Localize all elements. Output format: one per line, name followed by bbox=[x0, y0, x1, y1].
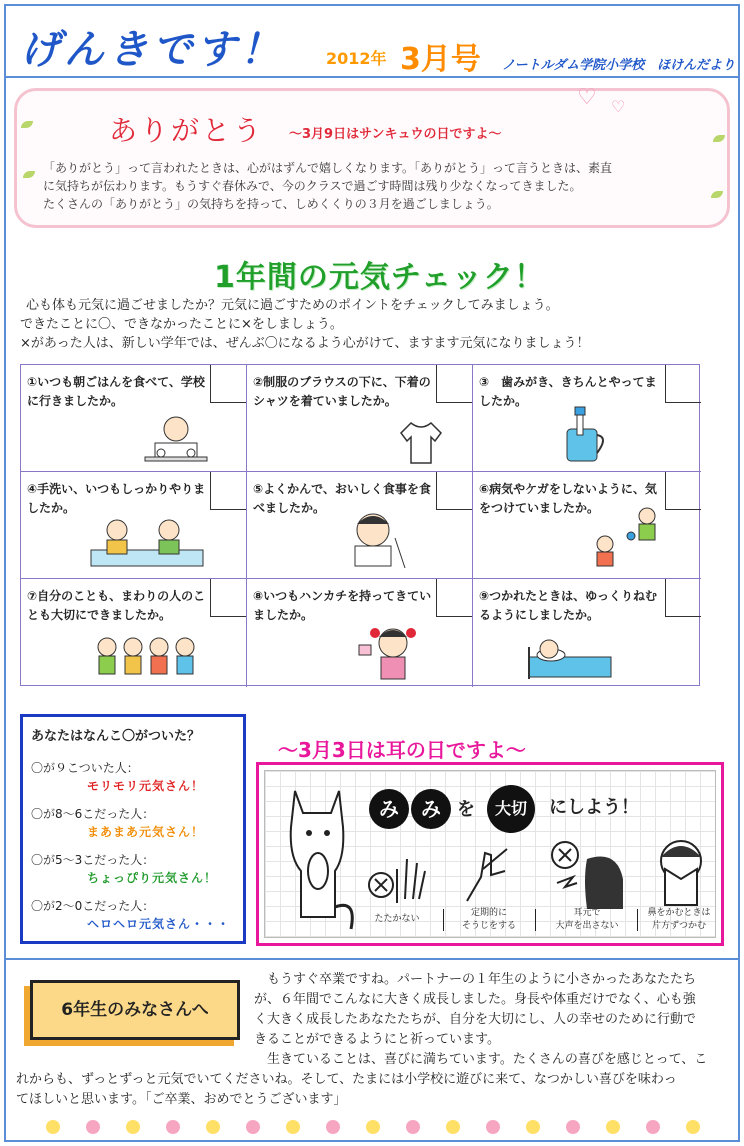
flower-icon bbox=[286, 1120, 300, 1134]
heart-icon: ♡ bbox=[577, 85, 597, 110]
count-result: ヘロヘロ元気さん・・・ bbox=[87, 917, 231, 931]
thanks-line: たくさんの「ありがとう」の気持ちを持って、しめくくりの３月を過ごしましょう。 bbox=[43, 197, 499, 211]
grad-label: 6年生のみなさんへ bbox=[30, 980, 240, 1040]
count-label: 〇が９こついた人： bbox=[31, 761, 139, 775]
flower-icon bbox=[646, 1120, 660, 1134]
flower-icon bbox=[686, 1120, 700, 1134]
count-title: あなたはなんこ〇がついた？ bbox=[31, 729, 201, 744]
checklist-item-text: ⑦自分のことも、まわりの人のことも大切にできましたか。 bbox=[27, 589, 206, 622]
flower-icon bbox=[126, 1120, 140, 1134]
intro-line: 心も体も元気に過ごせましたか？元気に過ごすためのポイントをチェックしてみましょう。 bbox=[26, 298, 559, 313]
checklist-item bbox=[473, 365, 701, 472]
count-box bbox=[20, 714, 246, 944]
checklist-item-text: ①いつも朝ごはんを食べて、学校に行きましたか。 bbox=[27, 375, 205, 408]
taisetsu-text: 大切 bbox=[487, 785, 535, 833]
checklist-grid bbox=[20, 364, 700, 686]
section-divider bbox=[6, 958, 738, 960]
grad-line: もうすぐ卒業ですね。パートナーの１年生のように小さかったあなたたち bbox=[254, 972, 697, 987]
checklist-checkbox[interactable] bbox=[210, 472, 246, 510]
mimi-char: み bbox=[411, 789, 451, 829]
flower-icon bbox=[206, 1120, 220, 1134]
ear-day-panel bbox=[256, 762, 724, 946]
checklist-checkbox[interactable] bbox=[436, 365, 472, 403]
count-result: モリモリ元気さん！ bbox=[87, 779, 205, 793]
ear-caption: たたかない bbox=[374, 914, 420, 924]
leaf-icon bbox=[21, 121, 33, 128]
intro-line: できたことに〇、できなかったことに×をしましょう。 bbox=[20, 317, 343, 332]
caption-divider bbox=[443, 909, 444, 931]
flower-icon bbox=[606, 1120, 620, 1134]
thanks-body bbox=[43, 159, 723, 213]
checklist-item-text: ②制服のブラウスの下に、下着のシャツを着ていましたか。 bbox=[253, 375, 431, 408]
intro-line: ×があった人は、新しい学年では、ぜんぶ〇になるよう心がけて、ますます元気になりましょう！ bbox=[20, 336, 590, 351]
grad-body bbox=[16, 970, 736, 1110]
thanks-line: に気持ちが伝わります。もうすぐ春休みで、今のクラスで過ごす時間は残り少なくなってきました。 bbox=[43, 179, 582, 193]
playing-icon bbox=[593, 506, 673, 572]
checklist-item bbox=[473, 472, 701, 579]
flower-icon bbox=[326, 1120, 340, 1134]
flower-icon bbox=[86, 1120, 100, 1134]
issue-year: 2012年 bbox=[326, 49, 387, 68]
thanks-section bbox=[14, 85, 730, 228]
leaf-icon bbox=[713, 135, 725, 142]
grad-line: 生きていることは、喜びに満ちています。たくさんの喜びを感じとって、こ bbox=[254, 1052, 708, 1067]
sleeping-icon bbox=[525, 637, 615, 681]
count-label: 〇が2～0こだった人： bbox=[31, 899, 155, 913]
count-label: 〇が5～3こだった人： bbox=[31, 853, 155, 867]
nose-blowing-icon bbox=[649, 835, 713, 909]
header bbox=[6, 6, 738, 78]
cat-icon bbox=[281, 787, 359, 935]
handwashing-icon bbox=[87, 516, 207, 572]
checklist-item-text: ④手洗い、いつもしっかりやりましたか。 bbox=[27, 482, 206, 515]
shouting-icon bbox=[547, 839, 633, 911]
checklist-checkbox[interactable] bbox=[436, 579, 472, 617]
eating-icon bbox=[343, 508, 413, 572]
checklist-checkbox[interactable] bbox=[665, 365, 701, 403]
thanks-line: 「ありがとう」って言われたときは、心がはずんで嬉しくなります。「ありがとう」って言うときは、素直 bbox=[43, 161, 613, 175]
flower-icon bbox=[446, 1120, 460, 1134]
masthead-title: げんきです！ bbox=[20, 27, 284, 73]
ear-title: ～3月3日は耳の日ですよ～ bbox=[278, 738, 526, 762]
flower-border bbox=[46, 1116, 736, 1140]
check-intro bbox=[20, 296, 720, 353]
checklist-item bbox=[247, 472, 473, 579]
thanks-title: ありがとう bbox=[109, 114, 265, 147]
breakfast-icon bbox=[141, 413, 211, 465]
ear-banner-suffix: にしよう！ bbox=[549, 797, 639, 818]
school-name: ノートルダム学院小学校 ほけんだより bbox=[502, 58, 736, 73]
checklist-checkbox[interactable] bbox=[436, 472, 472, 510]
flower-icon bbox=[566, 1120, 580, 1134]
checklist-item bbox=[21, 579, 247, 687]
newsletter-page bbox=[4, 4, 740, 1142]
mimi-char: み bbox=[369, 789, 409, 829]
checklist-item-text: ③ 歯みがき、きちんとやってましたか。 bbox=[479, 375, 657, 408]
count-label: 〇が8～6こだった人： bbox=[31, 807, 155, 821]
caption-divider bbox=[637, 909, 638, 931]
ear-caption: 鼻をかむときは 片方ずつかむ bbox=[647, 908, 711, 931]
checklist-item-text: ⑧いつもハンカチを持ってきていましたか。 bbox=[253, 589, 432, 622]
flower-icon bbox=[366, 1120, 380, 1134]
flower-icon bbox=[166, 1120, 180, 1134]
checklist-item-text: ⑤よくかんで、おいしく食事を食べましたか。 bbox=[253, 482, 431, 515]
heart-icon: ♡ bbox=[611, 97, 626, 116]
toothbrush-icon bbox=[557, 405, 617, 465]
check-title: 1年間の元気チェック！ bbox=[214, 260, 545, 295]
checklist-checkbox[interactable] bbox=[665, 472, 701, 510]
ear-caption: 耳元で 大声を出さない bbox=[555, 908, 619, 931]
handkerchief-icon bbox=[357, 619, 427, 681]
grad-line: てほしいと思います。「ご卒業、おめでとうございます」 bbox=[16, 1092, 347, 1107]
checklist-item-text: ⑥病気やケガをしないように、気をつけていましたか。 bbox=[479, 482, 657, 515]
wo-text: を bbox=[457, 799, 475, 820]
checklist-checkbox[interactable] bbox=[210, 365, 246, 403]
flower-icon bbox=[246, 1120, 260, 1134]
checklist-item bbox=[473, 579, 701, 687]
checklist-item bbox=[247, 365, 473, 472]
ear-grid bbox=[264, 770, 716, 938]
friends-icon bbox=[95, 633, 205, 681]
grad-line: れからも、ずっとずっと元気でいてくださいね。そして、たまには小学校に遊びに来て、なつかしい喜びを味わっ bbox=[16, 1072, 677, 1087]
hand-slap-icon bbox=[365, 849, 429, 907]
ear-caption: 定期的に そうじをする bbox=[461, 908, 516, 931]
flower-icon bbox=[46, 1120, 60, 1134]
checklist-item bbox=[21, 472, 247, 579]
leaf-icon bbox=[23, 171, 35, 178]
count-result: まあまあ元気さん！ bbox=[87, 825, 205, 839]
checklist-item bbox=[247, 579, 473, 687]
grad-line: きることができるようにと祈っています。 bbox=[254, 1032, 500, 1047]
checklist-item bbox=[21, 365, 247, 472]
caption-divider bbox=[535, 909, 536, 931]
checklist-item-text: ⑨つかれたときは、ゆっくりねむるようにしましたか。 bbox=[479, 589, 658, 622]
checklist-checkbox[interactable] bbox=[210, 579, 246, 617]
ear-cleaning-icon bbox=[461, 847, 513, 905]
count-result: ちょっぴり元気さん！ bbox=[87, 871, 218, 885]
issue-month: 3月号 bbox=[400, 42, 481, 77]
flower-icon bbox=[406, 1120, 420, 1134]
checklist-checkbox[interactable] bbox=[665, 579, 701, 617]
grad-line: が、６年間でこんなに大きく成長しました。身長や体重だけでなく、心も強 bbox=[254, 992, 696, 1007]
undershirt-icon bbox=[397, 419, 445, 465]
thanks-subtitle: ～3月9日はサンキュウの日ですよ～ bbox=[289, 127, 502, 142]
grad-line: く大きく成長したあなたたちが、自分を大切にし、人の幸せのために行動で bbox=[254, 1012, 697, 1027]
flower-icon bbox=[486, 1120, 500, 1134]
flower-icon bbox=[526, 1120, 540, 1134]
